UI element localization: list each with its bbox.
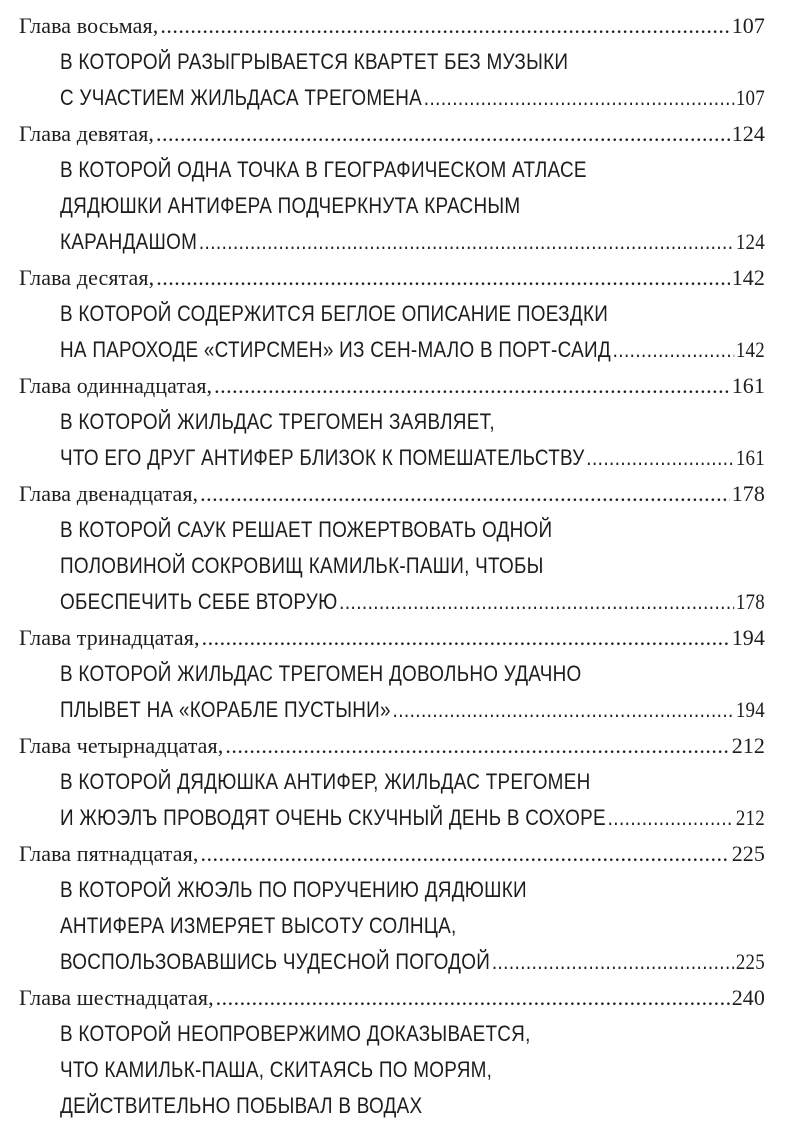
dot-leader [608,800,735,836]
chapter-page-number: 240 [731,985,765,1010]
chapter-page-number: 107 [731,13,765,38]
toc-chapter [19,8,765,116]
dot-leader [613,332,735,368]
chapter-page-number: 225 [731,841,765,866]
toc-chapter [19,728,765,836]
chapter-subtitle-text: В КОТОРОЙ ДЯДЮШКА АНТИФЕР, ЖИЛЬДАС ТРЕГОМЕН [60,769,591,794]
chapter-page-number: 212 [731,733,765,758]
dot-leader [200,476,730,512]
chapter-subtitle-line [60,764,765,800]
chapter-subtitle-text: НА ПАРОХОДЕ «СТИРСМЕН» ИЗ СЕН-МАЛО В ПОРТ-САИД [60,337,611,362]
chapter-page-number: 161 [731,373,765,398]
chapter-subtitle-line [60,152,765,188]
subtitle-page-number: 178 [735,589,765,614]
chapter-subtitle-line [60,548,765,584]
toc-chapter [19,368,765,476]
dot-leader [200,836,729,872]
chapter-heading-row [19,116,765,152]
chapter-subtitle-text: ДЯДЮШКИ АНТИФЕРА ПОДЧЕРКНУТА КРАСНЫМ [60,193,521,218]
chapter-title: Глава четырнадцатая, [19,733,224,758]
chapter-heading-row [19,368,765,404]
chapter-subtitle-text: ВОСПОЛЬЗОВАВШИСЬ ЧУДЕСНОЙ ПОГОДОЙ [60,949,491,974]
toc-chapter [19,476,765,620]
chapter-subtitle-text: ПОЛОВИНОЙ СОКРОВИЩ КАМИЛЬК-ПАШИ, ЧТОБЫ [60,553,544,578]
chapter-subtitle-text: В КОТОРОЙ РАЗЫГРЫВАЕТСЯ КВАРТЕТ БЕЗ МУЗЫКИ [60,49,569,74]
chapter-subtitle-line [60,44,765,80]
dot-leader [160,8,729,44]
chapter-subtitle-line [60,1088,765,1124]
chapter-subtitle-text: В КОТОРОЙ СОДЕРЖИТСЯ БЕГЛОЕ ОПИСАНИЕ ПОЕЗДКИ [60,301,609,326]
chapter-heading-row [19,260,765,296]
chapter-page-number: 194 [731,625,765,650]
chapter-title: Глава десятая, [19,265,155,290]
chapter-subtitle-line [60,80,765,116]
toc-chapter [19,260,765,368]
chapter-subtitle-line [60,224,765,260]
chapter-heading-row [19,476,765,512]
chapter-heading-row [19,980,765,1016]
chapter-subtitle-line [60,656,765,692]
chapter-subtitle-line [60,440,765,476]
chapter-title: Глава пятнадцатая, [19,841,199,866]
toc-chapter [19,836,765,980]
chapter-heading-row [19,620,765,656]
chapter-subtitle-line [60,188,765,224]
chapter-subtitle-line [60,404,765,440]
chapter-page-number: 142 [731,265,765,290]
chapter-subtitle-text: В КОТОРОЙ ЖИЛЬДАС ТРЕГОМЕН ДОВОЛЬНО УДАЧНО [60,661,582,686]
chapter-heading-row [19,8,765,44]
chapter-page-number: 178 [731,481,765,506]
dot-leader [393,692,735,728]
chapter-subtitle-line [60,800,765,836]
chapter-heading-row [19,836,765,872]
chapter-subtitle-text: В КОТОРОЙ ЖЮЭЛЬ ПО ПОРУЧЕНИЮ ДЯДЮШКИ [60,877,527,902]
dot-leader [199,224,734,260]
chapter-subtitle-line [60,692,765,728]
subtitle-page-number: 194 [735,697,765,722]
chapter-subtitle-text: В КОТОРОЙ ЖИЛЬДАС ТРЕГОМЕН ЗАЯВЛЯЕТ, [60,409,495,434]
chapter-subtitle-text: ЧТО ЕГО ДРУГ АНТИФЕР БЛИЗОК К ПОМЕШАТЕЛЬСТВУ [60,445,585,470]
chapter-title: Глава восьмая, [19,13,159,38]
chapter-subtitle-text: ЧТО КАМИЛЬК-ПАША, СКИТАЯСЬ ПО МОРЯМ, [60,1057,493,1082]
dot-leader [492,944,734,980]
chapter-subtitle-line [60,512,765,548]
subtitle-page-number: 212 [735,805,765,830]
chapter-subtitle-text: С УЧАСТИЕМ ЖИЛЬДАСА ТРЕГОМЕНА [60,85,423,110]
dot-leader [202,620,730,656]
chapter-subtitle-text: ДЕЙСТВИТЕЛЬНО ПОБЫВАЛ В ВОДАХ [60,1093,423,1118]
chapter-title: Глава одиннадцатая, [19,373,213,398]
chapter-subtitle-line [60,908,765,944]
subtitle-page-number: 161 [735,445,765,470]
toc-chapter [19,116,765,260]
subtitle-page-number: 225 [735,949,765,974]
chapter-subtitle-text: В КОТОРОЙ ОДНА ТОЧКА В ГЕОГРАФИЧЕСКОМ АТЛАСЕ [60,157,587,182]
dot-leader [339,584,734,620]
chapter-subtitle-line [60,332,765,368]
chapter-page-number: 124 [731,121,765,146]
dot-leader [424,80,734,116]
chapter-subtitle-line [60,944,765,980]
chapter-subtitle-text: КАРАНДАШОМ [60,229,198,254]
chapter-subtitle-line [60,1052,765,1088]
subtitle-page-number: 124 [735,229,765,254]
chapter-subtitle-line [60,1016,765,1052]
chapter-title: Глава шестнадцатая, [19,985,214,1010]
chapter-subtitle-line [60,584,765,620]
chapter-subtitle-text: И ЖЮЭЛЪ ПРОВОДЯТ ОЧЕНЬ СКУЧНЫЙ ДЕНЬ В СОХОРЕ [60,805,606,830]
dot-leader [216,980,730,1016]
dot-leader [156,260,729,296]
chapter-title: Глава девятая, [19,121,155,146]
toc-chapter [19,620,765,728]
chapter-subtitle-text: ПЛЫВЕТ НА «КОРАБЛЕ ПУСТЫНИ» [60,697,391,722]
dot-leader [214,368,730,404]
dot-leader [156,116,730,152]
toc-chapter [19,980,765,1124]
chapter-subtitle-text: АНТИФЕРА ИЗМЕРЯЕТ ВЫСОТУ СОЛНЦА, [60,913,457,938]
chapter-subtitle-line [60,296,765,332]
dot-leader [586,440,734,476]
chapter-title: Глава тринадцатая, [19,625,200,650]
subtitle-page-number: 107 [735,85,765,110]
chapter-subtitle-text: В КОТОРОЙ САУК РЕШАЕТ ПОЖЕРТВОВАТЬ ОДНОЙ [60,517,553,542]
chapter-heading-row [19,728,765,764]
subtitle-page-number: 142 [735,337,765,362]
chapter-subtitle-text: ОБЕСПЕЧИТЬ СЕБЕ ВТОРУЮ [60,589,338,614]
dot-leader [225,728,729,764]
chapter-title: Глава двенадцатая, [19,481,199,506]
chapter-subtitle-line [60,872,765,908]
chapter-subtitle-text: В КОТОРОЙ НЕОПРОВЕРЖИМО ДОКАЗЫВАЕТСЯ, [60,1021,531,1046]
